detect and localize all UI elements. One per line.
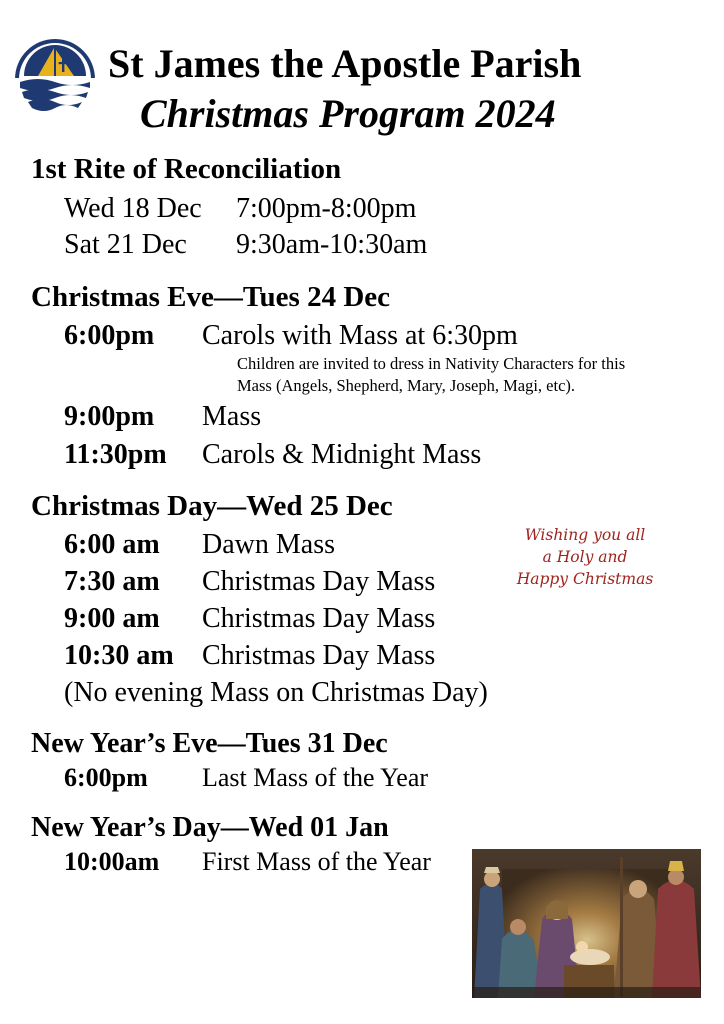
day-time: 9:00 am — [64, 603, 160, 634]
new-years-day-heading: New Year’s Day—Wed 01 Jan — [31, 812, 389, 843]
christmas-day-heading: Christmas Day—Wed 25 Dec — [31, 490, 393, 522]
greeting-line: Wishing you all — [524, 526, 646, 544]
no-evening-mass-note: (No evening Mass on Christmas Day) — [64, 677, 488, 708]
day-event: Christmas Day Mass — [202, 566, 436, 597]
day-time: 6:00 am — [64, 529, 160, 560]
day-time: 7:30 am — [64, 566, 160, 597]
reconciliation-day: Sat 21 Dec — [64, 229, 187, 260]
parish-title: St James the Apostle Parish — [108, 41, 582, 86]
day-event: Christmas Day Mass — [202, 603, 436, 634]
day-event: Christmas Day Mass — [202, 640, 436, 671]
reconciliation-time: 9:30am-10:30am — [236, 229, 428, 260]
program-title: Christmas Program 2024 — [140, 91, 556, 136]
eve-event: Carols with Mass at 6:30pm — [202, 320, 518, 351]
nyd-time: 10:00am — [64, 847, 160, 876]
greeting-line: Happy Christmas — [516, 570, 654, 588]
note-line: Mass (Angels, Shepherd, Mary, Joseph, Magi, etc). — [237, 376, 576, 395]
eve-time: 9:00pm — [64, 401, 155, 432]
reconciliation-heading: 1st Rite of Reconciliation — [31, 153, 342, 185]
nye-event: Last Mass of the Year — [202, 763, 429, 792]
eve-children-note — [237, 353, 625, 397]
eve-event: Carols & Midnight Mass — [202, 439, 482, 470]
eve-time: 11:30pm — [64, 439, 167, 470]
note-line: Children are invited to dress in Nativity Characters for this — [237, 354, 626, 373]
nye-time: 6:00pm — [64, 763, 148, 792]
christmas-greeting — [500, 524, 670, 590]
nativity-scene-image — [472, 849, 701, 998]
parish-logo — [14, 38, 96, 120]
greeting-line: a Holy and — [542, 548, 628, 566]
reconciliation-time: 7:00pm-8:00pm — [236, 193, 417, 224]
day-time: 10:30 am — [64, 640, 174, 671]
eve-time: 6:00pm — [64, 320, 155, 351]
eve-event: Mass — [202, 401, 262, 432]
reconciliation-day: Wed 18 Dec — [64, 193, 202, 224]
new-years-eve-heading: New Year’s Eve—Tues 31 Dec — [31, 728, 388, 759]
christmas-eve-heading: Christmas Eve—Tues 24 Dec — [31, 281, 391, 313]
nyd-event: First Mass of the Year — [202, 847, 431, 876]
day-event: Dawn Mass — [202, 529, 335, 560]
